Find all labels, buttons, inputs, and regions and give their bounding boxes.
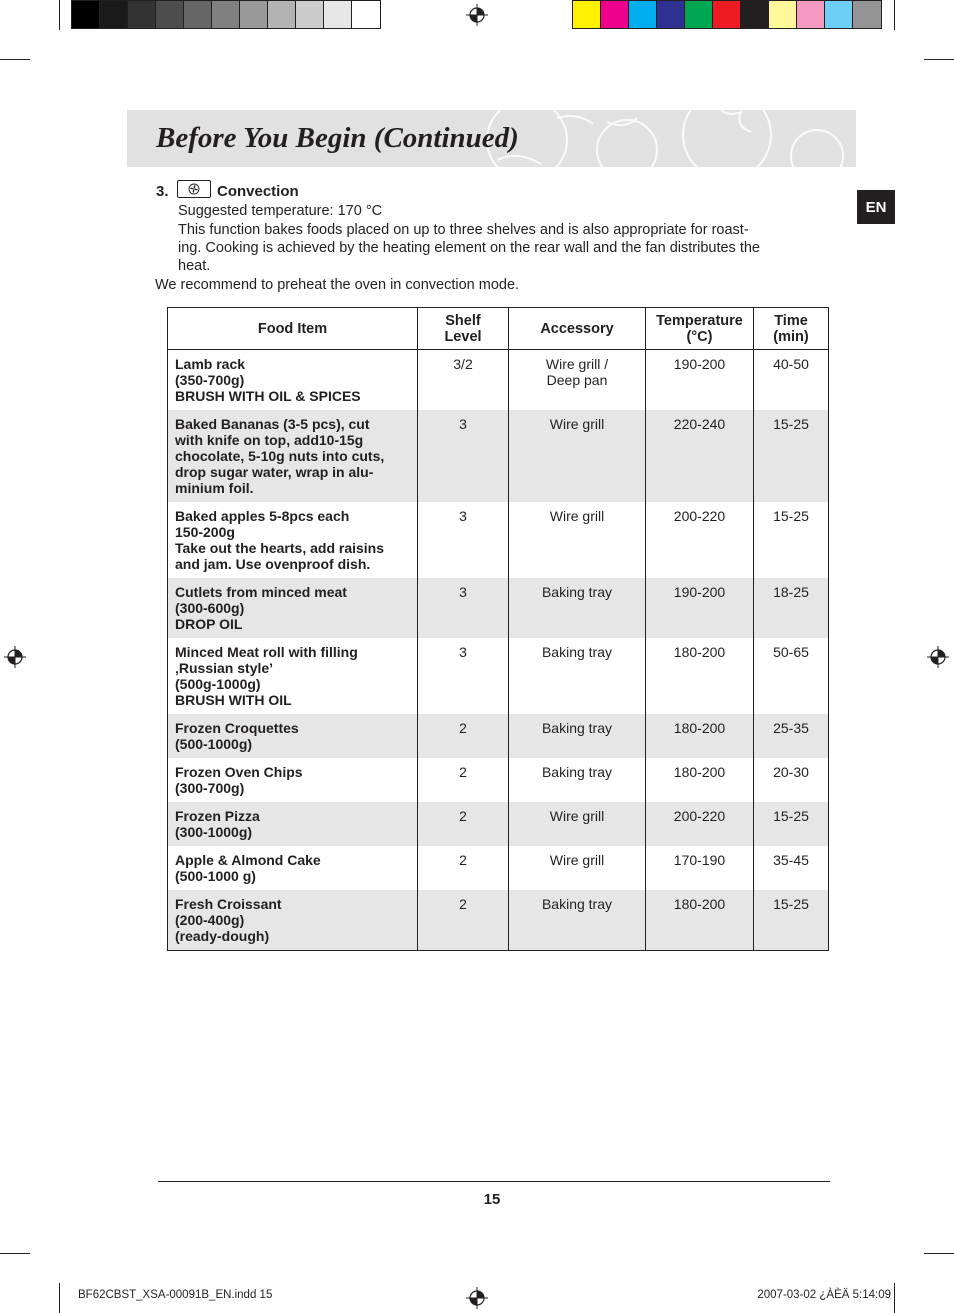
shelf-level-cell: 3/2 (418, 350, 509, 411)
header-food-item (168, 308, 418, 350)
food-item-cell (168, 890, 418, 951)
shelf-level-cell: 2 (418, 802, 509, 846)
header-label: (min) (773, 328, 809, 345)
registration-mark-icon (4, 646, 26, 668)
food-item-cell (168, 502, 418, 578)
accessory-cell: Wire grill (509, 802, 646, 846)
food-item-cell (168, 578, 418, 638)
color-swatch (212, 1, 240, 28)
time-cell: 35-45 (754, 846, 829, 890)
food-line: ‚Russian style’ (175, 660, 274, 676)
header-label: Shelf (445, 312, 481, 329)
color-swatch (657, 1, 685, 28)
crop-mark (59, 1283, 60, 1313)
accessory-cell: Baking tray (509, 578, 646, 638)
food-line: 150-200g (175, 524, 235, 540)
color-swatch (629, 1, 657, 28)
table-row (168, 410, 829, 502)
page-title: Before You Begin (Continued) (156, 122, 519, 154)
temperature-cell: 200-220 (646, 502, 754, 578)
color-swatch (100, 1, 128, 28)
time-cell: 40-50 (754, 350, 829, 411)
preheat-recommendation: We recommend to preheat the oven in convection mode. (155, 277, 520, 293)
temperature-cell: 200-220 (646, 802, 754, 846)
food-line: (500g-1000g) (175, 676, 261, 692)
food-line: Lamb rack (175, 356, 246, 372)
accessory-cell: Wire grill (509, 410, 646, 502)
food-line: (300-600g) (175, 600, 245, 616)
food-line: Baked apples 5-8pcs each (175, 508, 350, 524)
food-item-cell (168, 410, 418, 502)
header-accessory (509, 308, 646, 350)
registration-mark-icon (466, 1287, 488, 1309)
temperature-cell: 180-200 (646, 758, 754, 802)
color-swatch (184, 1, 212, 28)
header-shelf-level (418, 308, 509, 350)
accessory-cell: Wire grill (509, 846, 646, 890)
food-line: Fresh Croissant (175, 896, 282, 912)
time-cell: 15-25 (754, 410, 829, 502)
accessory-cell: Baking tray (509, 890, 646, 951)
table-row (168, 578, 829, 638)
food-line: DROP OIL (175, 616, 243, 632)
shelf-level-cell: 3 (418, 638, 509, 714)
color-swatch (741, 1, 769, 28)
convection-fan-icon (177, 180, 211, 198)
shelf-level-cell: 2 (418, 714, 509, 758)
shelf-level-cell: 3 (418, 410, 509, 502)
crop-mark (894, 1283, 895, 1313)
food-line: BRUSH WITH OIL & SPICES (175, 388, 361, 404)
food-line: (300-1000g) (175, 824, 253, 840)
food-line: minium foil. (175, 480, 254, 496)
color-swatch (72, 1, 100, 28)
accessory-cell: Baking tray (509, 638, 646, 714)
step-number: 3. (156, 183, 169, 200)
color-swatch (853, 1, 881, 28)
food-line: (500-1000 g) (175, 868, 256, 884)
time-cell: 15-25 (754, 890, 829, 951)
time-cell: 15-25 (754, 802, 829, 846)
food-line: Apple & Almond Cake (175, 852, 321, 868)
color-swatch (769, 1, 797, 28)
description-line: heat. (178, 258, 211, 274)
shelf-level-cell: 2 (418, 890, 509, 951)
food-line: drop sugar water, wrap in alu- (175, 464, 374, 480)
header-label: Time (774, 312, 808, 329)
header-temperature (646, 308, 754, 350)
crop-mark (924, 59, 954, 60)
temperature-cell: 190-200 (646, 578, 754, 638)
food-item-cell (168, 846, 418, 890)
process-color-bar (572, 0, 882, 29)
food-line: with knife on top, add10-15g (175, 432, 364, 448)
food-line: Take out the hearts, add raisins (175, 540, 385, 556)
time-cell: 25-35 (754, 714, 829, 758)
temperature-cell: 220-240 (646, 410, 754, 502)
crop-mark (0, 59, 30, 60)
food-line: (300-700g) (175, 780, 245, 796)
table-row (168, 802, 829, 846)
date-slug: 2007-03-02 ¿ÀÈÄ 5:14:09 (757, 1289, 891, 1301)
food-line: BRUSH WITH OIL (175, 692, 292, 708)
cooking-table (167, 307, 829, 951)
accessory-cell: Baking tray (509, 714, 646, 758)
shelf-level-cell: 2 (418, 758, 509, 802)
accessory-line: Wire grill / (545, 356, 609, 372)
suggested-temperature: Suggested temperature: 170 °C (178, 203, 383, 219)
color-swatch (128, 1, 156, 28)
food-item-cell (168, 714, 418, 758)
food-line: Cutlets from minced meat (175, 584, 347, 600)
table-row (168, 758, 829, 802)
table-row (168, 502, 829, 578)
crop-mark (59, 0, 60, 30)
table-row (168, 714, 829, 758)
accessory-cell (509, 350, 646, 411)
food-line: and jam. Use ovenproof dish. (175, 556, 371, 572)
accessory-cell: Baking tray (509, 758, 646, 802)
color-swatch (573, 1, 601, 28)
food-line: Frozen Oven Chips (175, 764, 303, 780)
color-swatch (156, 1, 184, 28)
food-item-cell (168, 638, 418, 714)
language-tab: EN (857, 190, 895, 224)
food-item-cell (168, 758, 418, 802)
time-cell: 20-30 (754, 758, 829, 802)
temperature-cell: 190-200 (646, 350, 754, 411)
header-label: Accessory (540, 320, 614, 337)
accessory-cell: Wire grill (509, 502, 646, 578)
temperature-cell: 180-200 (646, 890, 754, 951)
food-line: Frozen Pizza (175, 808, 260, 824)
temperature-cell: 180-200 (646, 714, 754, 758)
table-row (168, 846, 829, 890)
shelf-level-cell: 3 (418, 502, 509, 578)
header-label: Temperature (656, 312, 743, 329)
time-cell: 15-25 (754, 502, 829, 578)
food-line: (ready-dough) (175, 928, 270, 944)
crop-mark (0, 1253, 30, 1254)
description-line: This function bakes foods placed on up to three shelves and is also appropriate for roast- (178, 222, 749, 238)
registration-mark-icon (466, 4, 488, 26)
food-item-cell (168, 350, 418, 411)
food-line: Minced Meat roll with filling (175, 644, 358, 660)
header-label: (°C) (686, 328, 713, 345)
color-swatch (685, 1, 713, 28)
file-slug: BF62CBST_XSA-00091B_EN.indd 15 (78, 1289, 273, 1301)
temperature-cell: 170-190 (646, 846, 754, 890)
page-number: 15 (483, 1191, 501, 1208)
food-line: chocolate, 5-10g nuts into cuts, (175, 448, 385, 464)
accessory-line: Deep pan (546, 372, 608, 388)
crop-mark (924, 1253, 954, 1254)
mode-title: Convection (217, 183, 299, 200)
food-line: Frozen Croquettes (175, 720, 299, 736)
header-time (754, 308, 829, 350)
header-band (127, 110, 856, 167)
color-swatch (296, 1, 324, 28)
time-cell: 18-25 (754, 578, 829, 638)
food-line: (500-1000g) (175, 736, 253, 752)
color-swatch (268, 1, 296, 28)
crop-mark (894, 0, 895, 30)
food-line: Baked Bananas (3-5 pcs), cut (175, 416, 370, 432)
table-header-row (168, 308, 829, 350)
color-swatch (797, 1, 825, 28)
table-row (168, 638, 829, 714)
food-item-cell (168, 802, 418, 846)
registration-mark-icon (927, 646, 949, 668)
color-swatch (713, 1, 741, 28)
color-swatch (324, 1, 352, 28)
temperature-cell: 180-200 (646, 638, 754, 714)
table-row (168, 350, 829, 411)
shelf-level-cell: 3 (418, 578, 509, 638)
time-cell: 50-65 (754, 638, 829, 714)
food-line: (350-700g) (175, 372, 245, 388)
header-label: Food Item (257, 320, 328, 337)
color-swatch (601, 1, 629, 28)
description-line: ing. Cooking is achieved by the heating element on the rear wall and the fan distributes the (178, 240, 760, 256)
food-line: (200-400g) (175, 912, 245, 928)
footer-divider (158, 1181, 830, 1182)
header-label: Level (444, 328, 482, 345)
shelf-level-cell: 2 (418, 846, 509, 890)
color-swatch (352, 1, 380, 28)
color-swatch (240, 1, 268, 28)
gray-color-bar (71, 0, 381, 29)
color-swatch (825, 1, 853, 28)
table-row (168, 890, 829, 951)
